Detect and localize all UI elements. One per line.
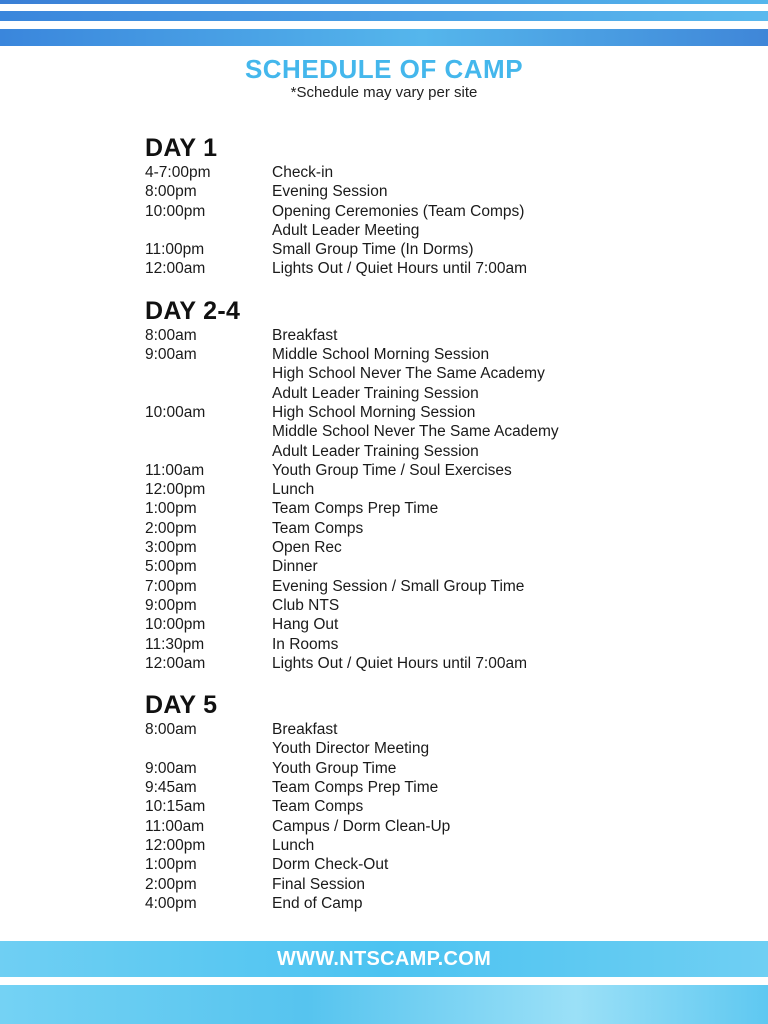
page-subtitle: *Schedule may vary per site <box>290 84 478 101</box>
schedule-activity: High School Never The Same Academy <box>272 365 545 383</box>
header <box>0 54 768 102</box>
schedule-activity: Campus / Dorm Clean-Up <box>272 817 451 835</box>
schedule-time: 5:00pm <box>145 558 197 576</box>
schedule-row <box>145 797 725 816</box>
schedule-time: 10:00pm <box>145 202 206 220</box>
schedule-time <box>145 384 272 403</box>
day-section <box>145 133 725 279</box>
schedule-activity: Youth Director Meeting <box>272 740 430 758</box>
schedule-row <box>145 480 725 499</box>
schedule-time: 10:00pm <box>145 616 206 634</box>
schedule-activity: Lights Out / Quiet Hours until 7:00am <box>272 260 528 278</box>
schedule-row <box>145 442 725 461</box>
schedule-activity: Hang Out <box>272 616 339 634</box>
schedule <box>145 133 725 930</box>
schedule-row <box>145 240 725 259</box>
schedule-activity: Middle School Never The Same Academy <box>272 423 559 441</box>
schedule-row <box>145 557 725 576</box>
schedule-row <box>145 720 725 739</box>
schedule-row <box>145 538 725 557</box>
schedule-activity: Dinner <box>272 558 318 576</box>
schedule-activity: Open Rec <box>272 539 342 557</box>
schedule-activity: Middle School Morning Session <box>272 346 490 364</box>
schedule-activity: Club NTS <box>272 596 340 614</box>
page-title: SCHEDULE OF CAMP <box>244 54 524 84</box>
top-stripe-thin <box>0 0 768 4</box>
schedule-row <box>145 894 725 913</box>
schedule-activity: Evening Session / Small Group Time <box>272 577 525 595</box>
schedule-time: 12:00pm <box>145 481 206 499</box>
day-section <box>145 690 725 913</box>
schedule-activity: Team Comps Prep Time <box>272 779 439 797</box>
schedule-activity: Adult Leader Meeting <box>272 221 420 239</box>
schedule-time: 12:00am <box>145 654 206 672</box>
schedule-time: 10:15am <box>145 798 206 816</box>
schedule-activity: Breakfast <box>272 326 338 344</box>
schedule-row <box>145 422 725 441</box>
schedule-row <box>145 364 725 383</box>
bottom-band <box>0 985 768 1024</box>
schedule-time: 7:00pm <box>145 577 197 595</box>
top-stripe-medium <box>0 11 768 21</box>
schedule-activity: Youth Group Time <box>272 759 397 777</box>
schedule-time: 12:00pm <box>145 836 206 854</box>
schedule-time: 10:00am <box>145 403 206 421</box>
schedule-row <box>145 461 725 480</box>
schedule-time: 9:45am <box>145 779 197 797</box>
schedule-row <box>145 326 725 345</box>
schedule-activity: End of Camp <box>272 894 363 912</box>
schedule-row <box>145 577 725 596</box>
schedule-row <box>145 345 725 364</box>
schedule-row <box>145 221 725 240</box>
schedule-activity: Lights Out / Quiet Hours until 7:00am <box>272 654 528 672</box>
schedule-time: 3:00pm <box>145 539 197 557</box>
schedule-time: 1:00pm <box>145 500 197 518</box>
schedule-row <box>145 875 725 894</box>
schedule-activity: Check-in <box>272 164 334 181</box>
schedule-time <box>145 422 272 441</box>
schedule-row <box>145 182 725 201</box>
schedule-time <box>145 739 272 758</box>
schedule-row <box>145 499 725 518</box>
website-link[interactable]: WWW.NTSCAMP.COM <box>276 948 492 970</box>
schedule-activity: Lunch <box>272 836 315 854</box>
schedule-time: 11:00am <box>145 817 205 835</box>
schedule-time <box>145 442 272 461</box>
day-heading: DAY 1 <box>145 134 218 162</box>
schedule-row <box>145 778 725 797</box>
schedule-time <box>145 364 272 383</box>
schedule-row <box>145 596 725 615</box>
schedule-activity: Lunch <box>272 481 315 499</box>
schedule-time: 2:00pm <box>145 519 197 537</box>
schedule-row <box>145 384 725 403</box>
schedule-row <box>145 654 725 673</box>
footer-banner <box>0 941 768 977</box>
schedule-time: 11:30pm <box>145 635 205 653</box>
schedule-time: 4:00pm <box>145 894 197 912</box>
schedule-time: 8:00pm <box>145 183 197 201</box>
schedule-activity: Small Group Time (In Dorms) <box>272 241 474 259</box>
schedule-activity: In Rooms <box>272 635 339 653</box>
schedule-activity: Adult Leader Training Session <box>272 384 479 402</box>
schedule-activity: Dorm Check-Out <box>272 856 389 874</box>
schedule-row <box>145 202 725 221</box>
schedule-activity: Opening Ceremonies (Team Comps) <box>272 202 525 220</box>
schedule-time: 8:00am <box>145 326 197 344</box>
schedule-activity: Evening Session <box>272 183 388 201</box>
schedule-activity: Adult Leader Training Session <box>272 442 479 460</box>
schedule-time: 1:00pm <box>145 856 197 874</box>
schedule-time: 9:00am <box>145 759 197 777</box>
schedule-time: 4-7:00pm <box>145 164 211 181</box>
schedule-row <box>145 635 725 654</box>
schedule-row <box>145 817 725 836</box>
schedule-activity: Team Comps Prep Time <box>272 500 439 518</box>
top-stripe-thick <box>0 29 768 46</box>
schedule-time: 12:00am <box>145 260 206 278</box>
schedule-time: 9:00pm <box>145 596 197 614</box>
schedule-row <box>145 615 725 634</box>
schedule-activity: Final Session <box>272 875 366 893</box>
schedule-row <box>145 855 725 874</box>
schedule-row <box>145 836 725 855</box>
schedule-activity: Breakfast <box>272 721 338 739</box>
schedule-time: 2:00pm <box>145 875 197 893</box>
schedule-activity: Team Comps <box>272 519 364 537</box>
schedule-row <box>145 739 725 758</box>
schedule-row <box>145 403 725 422</box>
schedule-time: 11:00am <box>145 461 205 479</box>
schedule-activity: High School Morning Session <box>272 403 476 421</box>
schedule-time: 11:00pm <box>145 241 205 259</box>
day-heading: DAY 5 <box>145 691 218 720</box>
schedule-row <box>145 759 725 778</box>
schedule-time: 9:00am <box>145 346 197 364</box>
day-section <box>145 296 725 673</box>
schedule-row <box>145 519 725 538</box>
schedule-time <box>145 221 272 240</box>
schedule-activity: Team Comps <box>272 798 364 816</box>
schedule-row <box>145 163 725 182</box>
schedule-row <box>145 259 725 278</box>
schedule-time: 8:00am <box>145 721 197 739</box>
day-heading: DAY 2-4 <box>145 296 241 325</box>
schedule-activity: Youth Group Time / Soul Exercises <box>272 461 512 479</box>
